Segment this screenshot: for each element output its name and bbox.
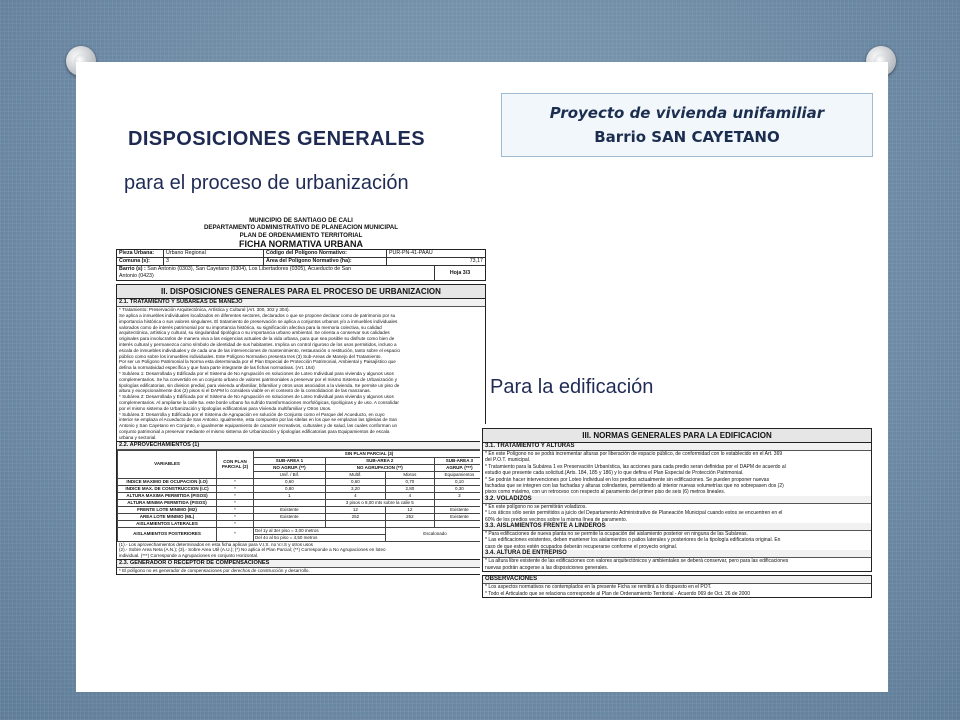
barrio-block — [117, 266, 435, 280]
table-cell: INDICE MAX. DE CONSTRUCCION (I.C) — [118, 485, 217, 492]
text-line: * Subárea 2: Desarrollada y Edificada por el Sistema de No Agrupación en soluciones de Loteo Individual para vivienda y algunos usos — [119, 394, 394, 400]
sub-32-title: 3.2. VOLADIZOS — [483, 496, 871, 504]
sub-32-text — [483, 504, 871, 523]
text-line: conjunto patrimonial a preservar mediante el mismo sistema de Urbanización y tipologías edificatorias para Equipamientos de escala — [119, 428, 390, 434]
sub-23-text — [117, 568, 485, 574]
table-cell: 3,20 — [325, 485, 385, 492]
codigo-value: PUR-PN-41-PAAU — [389, 250, 433, 257]
sub-21-text — [117, 307, 485, 440]
project-box — [501, 93, 873, 157]
edificacion-label: Para la edificación — [490, 376, 654, 398]
note-line: individual. (***) Corresponde a Agrupaciones en conjunto Horizontal. — [119, 553, 259, 559]
sub-22-title: 2.2. APROVECHAMIENTOS (1) — [117, 442, 485, 450]
text-line: 60% de los predios vecinos sobre la misma línea de paramento. — [485, 516, 628, 523]
sub-34-text — [483, 558, 871, 571]
sub-23-title: 2.3. GENERADOR O RECEPTOR DE COMPENSACIONES — [117, 560, 485, 568]
table-cell: Existente — [434, 513, 484, 520]
table-cell — [386, 520, 435, 527]
text-line: urbana y sectorial. — [119, 434, 157, 440]
text-line: importancia histórica o sus valores singulares. El tratamiento de preservación se aplica a conjuntos urbanos y/o a inmuebles individuales — [119, 318, 398, 324]
th-no-agrup: NO AGRUP. (**) — [254, 464, 326, 471]
barrio-value-2: Antonio (0423) — [119, 273, 154, 280]
table-cell: 4 — [325, 492, 385, 499]
text-line: estudio que presente cada solicitud.(Arts. 184, 185 y 186) y lo que defina el Plan Especial de Protección Patrimonial. — [485, 470, 744, 477]
sub-21-title: 2.1. TRATAMIENTO Y SUBAREAS DE MANEJO — [117, 299, 485, 307]
text-line: Antonio y San Cayetano en Conjunto, e igualmente equipamiento de caracter recreativos, culturales y de salud, las cuales conforman un — [119, 423, 398, 429]
table-row — [118, 485, 485, 492]
sub-33-text — [483, 531, 871, 550]
text-line: * Las edificaciones existentes, deben mantener los aislamientos o patios laterales y posteriores de la tipología edificatoria original. En — [485, 537, 781, 544]
table-cell: Existente — [254, 513, 326, 520]
th-variables: VARIABLES — [118, 450, 217, 478]
text-line: Por ser un Polígono Patrimonial la Norma esta determinada por el Plan Especial de Protección Patrimonial, Ambiental y Paisajístico que — [119, 359, 396, 365]
text-line: tipologías edificatorias, sin division predial, para vivienda unifamiliar, bifamiliar y otros usos asociados a la vivienda. Se permite un piso de — [119, 382, 400, 388]
table-cell — [254, 520, 326, 527]
comuna-label: Comuna (s): — [117, 258, 164, 265]
table-cell: 12 — [325, 506, 385, 513]
text-line: interior se emplaza el Acueducto de San Antonio. Igualmente, esta compuesto por las sitelas en los que se emplazan las Iglesias de San — [119, 417, 398, 423]
table-cell: * — [217, 492, 254, 499]
table-cell: * — [217, 499, 254, 506]
th-subarea-1: SUB-AREA 1 — [254, 457, 326, 464]
th-agrup: AGRUP. (***) — [434, 464, 484, 471]
table-cell — [325, 520, 385, 527]
barrio-value: San Antonio (0303), San Cayetano (0304), Los Libertadores (0305), Acueducto de San — [147, 266, 352, 273]
table-cell: Existente — [254, 506, 326, 513]
text-line: * Los áticos sólo serán permitidos a juicio del Departamento Administrativo de Planeación Municipal cuando estos se encuentren en el — [485, 510, 783, 517]
ficha-header-line: DEPARTAMENTO ADMINISTRATIVO DE PLANEACION MUNICIPAL — [203, 224, 399, 232]
table-notes — [117, 542, 485, 559]
table-cell: Existente — [434, 506, 484, 513]
th-con-plan: CON PLAN PARCIAL (2) — [217, 450, 254, 478]
text-line: defina la normatividad específica y que hara parte integrante de las fichas normativas. (Art. 164) — [119, 365, 315, 371]
table-row — [118, 499, 485, 506]
text-line: complementarios. Al ampliarse la calle 5a. este borde urbano ha sufrido transformaciones morfológicas, tipológicas y de uso. A consolidar — [119, 399, 399, 405]
ficha-header-title: FICHA NORMATIVA URBANA — [239, 239, 363, 250]
text-line: público como sobre los inmuebles individuales. Este Polígono Normativo presenta tres (3) Sub-Areas de Manejo del Tratamiento. — [119, 353, 382, 359]
text-line: pisos como máximo, con un retroceso con respecto al paramento del primer piso de seis (6) metros lineales. — [485, 489, 726, 496]
barrio-label: Barrio (s) : — [119, 266, 146, 273]
text-line: * Los aspectos normativos no contemplados en la presente Ficha se remitirá a lo dispuesto en el POT. — [485, 584, 712, 591]
text-line: complementarios. Se ha convertido en un conjunto urbano de valores patrimoniales a preservar por el mismo Sistema de Urbanización y — [119, 376, 398, 382]
th-subarea-3: SUB-AREA 3 — [434, 457, 484, 464]
table-cell: 3 pisos o 8,00 mts sobre la calle 5 — [325, 499, 434, 506]
text-line: altura y excepcionalmente dos (2) pisos si el DAPM lo considera viable en el contexto de la consolidacion de las manzanas. — [119, 388, 371, 394]
table-row — [118, 478, 485, 485]
observaciones-text — [483, 584, 871, 597]
text-line: arquitectónica, artística y cultural, su singularidad tipológica o su importancia urbano ambiental. Se orienta a conservar sus calidades — [119, 330, 390, 336]
table-row — [118, 492, 485, 499]
section-ii-title: II. DISPOSICIONES GENERALES PARA EL PROCESO DE URBANIZACION — [116, 284, 486, 299]
table-cell: 1 — [254, 492, 326, 499]
text-line: * Tratamiento: Preservación Arquitectónica, Artística y Cultural (Art. 300, 302 y 304). — [119, 307, 290, 313]
text-line: interés cultural y permanezca como símbolo de identidad de sus habitantes. Implica un control riguroso de los usos permitidos, incluso a — [119, 342, 397, 347]
text-line: valorados como de interés patrimonial por su importancia histórica, su significación afectiva para la memoria colectiva, su calidad — [119, 324, 382, 330]
table-cell: 0,30 — [434, 485, 484, 492]
aisl-post-star: * — [217, 527, 254, 541]
th-subarea-2: SUB-AREA 2 — [325, 457, 434, 464]
table-cell: * — [217, 478, 254, 485]
aisl-post-label: AISLAMIENTOS POSTERIORES — [118, 527, 217, 541]
table-cell: 12 — [386, 506, 435, 513]
sub-33-title: 3.3. AISLAMIENTOS FRENTE A LINDEROS — [483, 523, 871, 531]
th-no-agrupacion: NO AGRUPACION (**) — [325, 464, 434, 471]
text-line: por el mismo sistema de Urbanización y tipologías edificatorias para Vivienda multifamiliar y Otros Usos. — [119, 405, 332, 411]
table-cell: * — [217, 506, 254, 513]
project-line-1: Proyecto de vivienda unifamiliar — [549, 104, 825, 122]
area-value: 73,17 — [469, 258, 483, 265]
codigo-label: Código del Polígono Normativo: — [264, 250, 387, 257]
text-line: Se aplica a inmuebles individuales localizados en diferentes sectores, declarados o que se propone declarar como de patrimonio por su — [119, 313, 396, 319]
sub-31-title: 3.1. TRATAMIENTO Y ALTURAS — [483, 443, 871, 451]
text-line: * En este Polígono no se podrá incrementar alturas por liberación de espacio público, de conformidad con lo establecido en el Art. 369 — [485, 451, 783, 457]
ficha-header — [116, 217, 486, 249]
text-line: * Tratamiento para la Subárea 1 es Preservación Urbanística, las acciones para cada predio seran definidas por el DAPM de acuerdo al — [485, 463, 786, 470]
table-cell: 0,60 — [254, 478, 326, 485]
text-line: * La altura libre existente de las edificaciones con valores arquitectónicos y ambientales se deberá conservar, pero para las edificaciones — [485, 558, 789, 565]
ficha-header-line: MUNICIPIO DE SANTIAGO DE CALI — [249, 217, 353, 224]
slide-subtitle: para el proceso de urbanización — [124, 172, 409, 194]
text-line: nuevas podrán acogerse a las disposiciones generales. — [485, 564, 609, 571]
text-line: caso de que estos estén ocupados deberán recuperarse conforme el proyecto original. — [485, 543, 678, 550]
pieza-label: Pieza Urbana: — [117, 250, 164, 257]
section-21 — [116, 299, 486, 441]
slide-title: DISPOSICIONES GENERALES — [128, 128, 426, 150]
table-cell — [254, 499, 326, 506]
normas-body — [482, 443, 872, 572]
hoja-label: Hoja 3/3 — [449, 270, 471, 277]
sub-23-line: * El polígono no es generador de compensaciones por derechos de construcción y desarrollo. — [119, 567, 310, 573]
table-cell: AISLAMIENTOS LATERALES — [118, 520, 217, 527]
aisl-post-value-2: Del 4o al 5o piso = 4,50 metros — [254, 534, 386, 541]
table-cell: * — [217, 513, 254, 520]
table-row — [118, 506, 485, 513]
text-line: * En este polígono no se permitirán voladizos. — [485, 503, 587, 510]
aprovechamientos-table — [117, 450, 485, 542]
ficha-normativa-image — [116, 215, 486, 620]
ficha-header-line: PLAN DE ORDENAMIENTO TERRITORIAL — [239, 231, 363, 239]
th-unif: Unif. / Bif. — [254, 471, 326, 478]
area-label: Area del Polígono Normativo (ha): — [264, 258, 387, 265]
text-line: del P.O.T. municipal. — [485, 457, 531, 464]
table-cell: 0,60 — [325, 478, 385, 485]
table-cell — [434, 520, 484, 527]
table-cell: FRENTE LOTE MINIMO (M2) — [118, 506, 217, 513]
text-line: * Todo el Articulado que se relaciona corresponde al Plan de Ordenamiento Territorial - Acuerdo 069 de Oct. 26 de 2000 — [485, 590, 750, 597]
table-cell: 0,70 — [386, 478, 435, 485]
table-cell: 4 — [386, 492, 435, 499]
text-line: * Subárea 1: Desarrollada y Edificada por el Sistema de No Agrupación en soluciones de Loteo Individual para vivienda y algunos usos — [119, 370, 394, 376]
text-line: * Subárea 3: Desarrolla y Edificada por el Sistema de Agrupación en solución de Conjunto como el Parque del Acueducto, en cuyo — [119, 411, 385, 417]
text-line: escala de inmuebles individuales y de cada una de las intervenciones de mantenimiento, restauración o restitución, tanto sobre el espacio — [119, 347, 400, 353]
table-cell: 3 — [434, 492, 484, 499]
sub-31-text — [483, 451, 871, 496]
section-22 — [116, 442, 486, 560]
note-line: (1).- Los aprovechamientos determinados en esta ficha aplican para V.I.S. no V.I.S y otros usos — [119, 541, 313, 547]
aisl-post-value-1: Del 1y al 3er piso = 3,00 metros — [254, 527, 386, 534]
ficha-id-table — [116, 249, 486, 281]
normas-edificacion-image — [480, 424, 874, 622]
table-cell: * — [217, 485, 254, 492]
observaciones-box — [482, 575, 872, 598]
section-iii-title: III. NORMAS GENERALES PARA LA EDIFICACION — [482, 428, 872, 443]
th-multif: Multif. — [325, 471, 385, 478]
section-23 — [116, 560, 486, 575]
table-cell: * — [217, 520, 254, 527]
sub-34-title: 3.4. ALTURA DE ENTREPISO — [483, 550, 871, 558]
table-cell: AREA LOTE MINIMO (ML) — [118, 513, 217, 520]
table-cell: ALTURA MINIMA PERMITIDA (PISOS) — [118, 499, 217, 506]
table-cell: 252 — [325, 513, 385, 520]
escalonado: Escalonado — [386, 527, 485, 541]
table-cell: 0,80 — [254, 485, 326, 492]
note-line: (2).- Sobre Area Neta (A.N.); (3).- Sobre Area Util (A.U.); (*) No aplica el Plan Parcial; (**) Corresponde a No Agrupaciones en loteo — [119, 547, 386, 553]
th-sin-plan: SIN PLAN PARCIAL (3) — [254, 450, 485, 457]
table-row — [118, 520, 485, 527]
comuna-value: 3 — [164, 258, 264, 265]
table-cell: 252 — [386, 513, 435, 520]
table-cell: 0,10 — [434, 478, 484, 485]
text-line: fachadas que se integren con las fachadas y alturas colindantes, permitiendo al interior nuevas volumetrías que no sobrepasen dos (2) — [485, 483, 784, 490]
th-mixtos: Mixtos — [386, 471, 435, 478]
table-cell: INDICE MAXIMO DE OCUPACION (I.O) — [118, 478, 217, 485]
pieza-value: Urbano Regional — [164, 250, 264, 257]
text-line: * Se podrán hacer intervenciones por Loteo Individual en los predios actualmente sin edificaciones. Se pueden proponer nuevas — [485, 476, 770, 483]
observaciones-title: OBSERVACIONES — [483, 576, 871, 584]
text-line: originales para involucrarlos de manera viva a las exigencias actuales de la vida urbana, para que sea posible su disfrute como bien de — [119, 336, 395, 342]
table-cell: 2,80 — [386, 485, 435, 492]
text-line: * Para edificaciones de nueva planta no se permite la ocupación del aislamiento posterior en ninguna de las Subáreas. — [485, 531, 748, 538]
th-equipamientos: Equipamientos — [434, 471, 484, 478]
table-row — [118, 513, 485, 520]
table-cell: ALTURA MAXIMA PERMITIDA (PISOS) — [118, 492, 217, 499]
project-line-2: Barrio SAN CAYETANO — [594, 128, 780, 146]
